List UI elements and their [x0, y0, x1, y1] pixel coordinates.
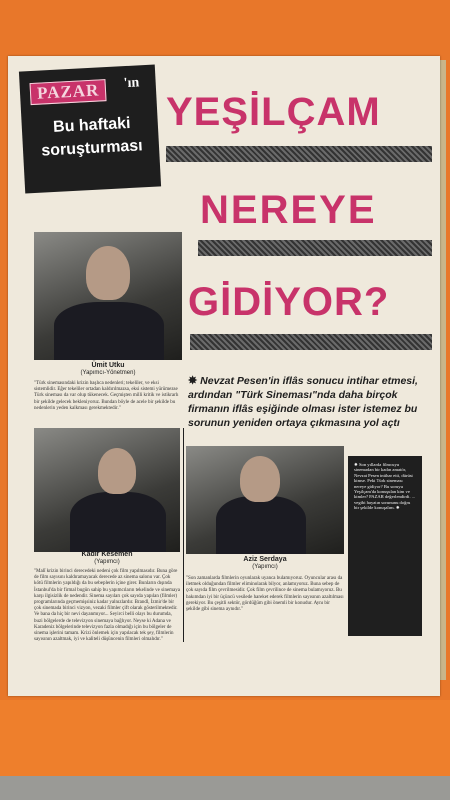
caption-role-1: (Yapımcı-Yönetmen) — [80, 370, 136, 376]
side-info-box — [348, 456, 422, 636]
pazar-suffix: 'ın — [123, 75, 140, 92]
headline-line-2: NEREYE — [200, 188, 377, 232]
photo-umit-utku — [34, 232, 182, 360]
series-line-2: soruşturması — [40, 137, 144, 160]
pazar-label-box — [19, 65, 161, 194]
series-line-1: Bu haftaki — [52, 114, 131, 136]
quote-2: "Malî krizin birinci derecedeki nedeni çok film yapılmasıdır. Buna göre de film sayısını kaldıramayacak derecede az sinema salonu var. Çok kötü filmlerin yapıldığı da bu sebeplerin içine girer. Bunların dışında İstanbul'da bir firmal bugün sahip bu yapımcıların tekelinde ve sinemaya karşı ilgisizlik de nedendir. Sinema sayıları çok sayıda yapılan (filmler) programlarında geçmemişsiniz kadar yalnızlardır. Brandl, İzmir'de bir çok sinemada birinci vizyon, vezaki filmler çift olarak gösterilmektedir. Ve bana da hiç bir nevi dayanmıyor... Seyirci belli olayı bu durumda, buzi bölgelerde de televizyon sinemaya bağlıyor. Neyse ki Adana ve Karadeniz bölgelerinde televizyon fazla olmadığı için bu bölgeler de sinema işlerini tamam. Krizi önlemek için yapılacak tek şey, filmlerin sayısının azaltmak, iyi ve kaliteli düşüncenin filmleri olmalıdır." — [34, 569, 180, 643]
background-strip — [0, 776, 450, 800]
caption-role-2: (Yapımcı) — [94, 559, 120, 565]
headline-line-1: YEŞİLÇAM — [166, 90, 381, 134]
headline-band-2 — [198, 240, 432, 256]
photo-kadir-kesemen — [34, 428, 180, 552]
caption-name-2: Kadir Kesemen — [81, 551, 133, 558]
caption-name-3: Aziz Serdaya — [243, 556, 287, 563]
headline-band-1 — [166, 146, 432, 162]
star-icon: ✸ — [188, 375, 198, 387]
side-box-text: ✸ Son yıllarda filmcuyu sinemadan bir kadın amatör, Nevzat Pesen intihar etti, dürüst kimse. Peki Türk sineması nereye gidiyor? Bu soruyu Yeşilçam'da konuşulan kim ve kimler? PAZAR değerlendirdi. ... vegibi hayatın sorununu doğru bir şekilde konuşalım. ✸ — [354, 462, 416, 511]
lead-text: Nevzat Pesen'in iflâs sonucu intihar etmesi, ardından "Türk Sineması"nda daha birçok firmanın iflâs eşiğinde olması ister istemez bu sorunun yeniden ortaya çıkmasına yol açtı — [188, 375, 418, 429]
pazar-logo: PAZAR — [30, 79, 107, 105]
page-edge — [440, 60, 446, 680]
caption-name-1: Ümit Utku — [91, 362, 125, 369]
photo-aziz-serdaya — [186, 446, 344, 554]
headline-line-3: GİDİYOR? — [188, 280, 390, 324]
caption-role-3: (Yapımcı) — [252, 564, 278, 570]
quote-1: "Türk sinemasındaki krizin başlıca nedenleri; tekeliler, ve eksi sistemlidir. Eğer tekeliler ortadan kaldırılmazsa, eksi sistemi yürümezse Türk sineması da var olup tükenecek. Geçmişten milli kritik ve istikrarlı bir şekilde gelecek bekleniyoruz. Bundan böyle de acele bir şekilde bu nedenlerin yeden kalkması gerekmektedir." — [34, 381, 179, 411]
headline-band-3 — [190, 334, 432, 350]
column-divider — [183, 428, 184, 642]
lead-paragraph — [188, 374, 428, 430]
quote-3: "Son zamanlarda filmlerin oyunlarak uyanca bulamıyoruz. Oyuncular arası da iletmek olduğundan filmler eliminolarak bilyor, anlamıyoruz. Buna sebep de çok sayıda film çevrilmesidir. Çok film çevrilince de sinema bulamıyoruz. Bu bakımdan iyi bir üçüncü vesilede hareket ederek filmlerin sayısının azaltılması gerekiyor. Bu çeşitli sektör, gördüğüm gibi önemli bir konudur. Aynı bir şekilde gibi sinema aynıdır." — [186, 576, 344, 613]
